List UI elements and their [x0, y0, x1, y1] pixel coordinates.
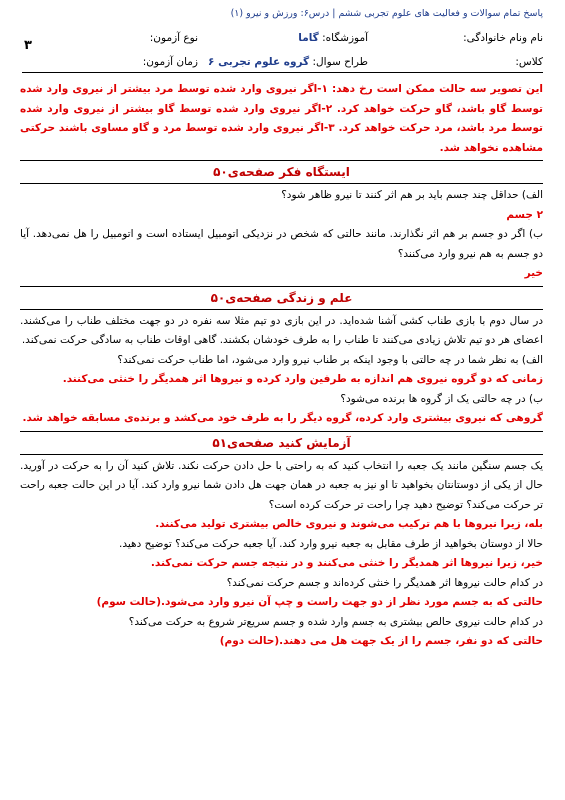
answer-text: گروهی که نیروی بیشتری وارد کرده، گروه دیگر را به طرف خود می‌کشد و برنده‌ی مسابقه خواهد شد.	[22, 412, 543, 424]
sections-container	[20, 160, 543, 652]
question-text: یک جسم سنگین مانند یک جعبه را انتخاب کنید که به راحتی با حل دادن حرکت نکند. تلاش کنید آن را به حرکت در آورید. حال از یکی از دوستانتان بخواهید تا او نیز به جعبه در همان جهت هل دادن شما نیرو وارد کند. آیا در این حالت جعبه راحت تر حرکت می‌کند؟ توضیح دهید چرا راحت تر حرکت کرده است؟	[20, 459, 543, 511]
answer-text: ۲ جسم	[506, 208, 543, 221]
section-title: ایستگاه فکر صفحه‌ی۵۰	[20, 160, 543, 184]
answer-text: حالتی که به جسم مورد نظر از دو جهت راست و چپ آن نیرو وارد می‌شود.(حالت سوم)	[96, 596, 543, 608]
document-title: پاسخ تمام سوالات و فعالیت های علوم تجربی ششم | درس۶: ورزش و نیرو (۱)	[230, 8, 543, 19]
section-title: علم و زندگی صفحه‌ی۵۰	[20, 286, 543, 310]
school-field	[298, 32, 368, 44]
class-label: کلاس:	[515, 56, 543, 68]
answer-sheet-body	[20, 80, 543, 800]
answer-text: بله، زیرا نیروها با هم ترکیب می‌شوند و نیروی خالص بیشتری تولید می‌کنند.	[155, 518, 543, 530]
header-divider	[22, 72, 543, 73]
section-title: آزمایش کنید صفحه‌ی۵۱	[20, 431, 543, 455]
intro-answer: این تصویر سه حالت ممکن است رخ دهد: ۱-اگر نیروی وارد شده توسط مرد بیشتر از نیروی وارد شده توسط گاو باشد، گاو حرکت خواهد کرد. ۲-اگر نیروی وارد شده توسط گاو بیشتر از نیروی وارد شده توسط مرد باشد، مرد حرکت خواهد کرد. ۳-اگر نیروی وارد شده توسط مرد و گاو مساوی باشند حرکتی مشاهده نخواهد شد.	[20, 83, 544, 154]
exam-time-label: زمان آزمون:	[142, 56, 198, 68]
answer-text: زمانی که دو گروه نیروی هم اندازه به طرفین وارد کرده و نیروها اثر همدیگر را خنثی می‌کنند.	[62, 373, 543, 385]
designer-field	[208, 56, 368, 68]
question-text: حالا از دوستان بخواهید از طرف مقابل به جعبه نیرو وارد کند. آیا جعبه حرکت می‌کند؟ توضیح دهید.	[119, 537, 543, 550]
question-text: در کدام حالت نیروی حالص بیشتری به جسم وارد شده و جسم سریع‌تر شروع به حرکت می‌کند؟	[128, 615, 543, 628]
page-number: ۳	[24, 38, 32, 53]
question-text: الف) حداقل چند جسم باید بر هم اثر کنند تا نیرو ظاهر شود؟	[281, 189, 543, 201]
question-text: ب) در چه حالتی یک از گروه ها برنده می‌شود؟	[340, 392, 543, 405]
answer-text: حالتی که دو نفر، جسم را از یک جهت هل می دهند.(حالت دوم)	[219, 635, 543, 647]
exam-type-label: نوع آزمون:	[149, 32, 198, 44]
question-text: در کدام حالت نیروها اثر همدیگر را خنثی کرده‌اند و جسم حرکت نمی‌کند؟	[226, 576, 543, 589]
school-label: آموزشگاه:	[322, 32, 368, 44]
designer-value: گروه علوم تجربی ۶	[208, 56, 310, 68]
question-text: الف) به نظر شما در چه حالتی با وجود اینکه بر طناب نیرو وارد می‌شود، اما طناب حرکت نمی‌کند؟	[117, 353, 543, 366]
answer-text: خیر	[524, 267, 543, 279]
question-text: در سال دوم با بازی طناب کشی آشنا شده‌اید. در این بازی دو تیم مثلا سه نفره در دو جهت مختلف طناب را می‌کشند. اعضای هر دو تیم تلاش زیادی می‌کنند تا طناب را به طرف خودشان بکشند. گاهی اوقات طناب به سادگی حرکت نمی‌کند.	[20, 314, 543, 346]
answer-text: خیر، زیرا نیروها اثر همدیگر را خنثی می‌کنند و در نتیجه جسم حرکت نمی‌کند.	[150, 557, 543, 569]
exam-header	[22, 24, 543, 74]
student-name-label: نام ونام خانوادگی:	[463, 32, 543, 44]
school-value: گاما	[298, 32, 319, 44]
question-text: ب) اگر دو جسم بر هم اثر نگذارند. مانند حالتی که شخص در نزدیکی اتومبیل ایستاده است و اتومبیل را هل نمی‌دهد. آیا دو جسم به هم نیرو وارد می‌کنند؟	[20, 228, 543, 260]
designer-label: طراح سوال:	[312, 56, 368, 68]
